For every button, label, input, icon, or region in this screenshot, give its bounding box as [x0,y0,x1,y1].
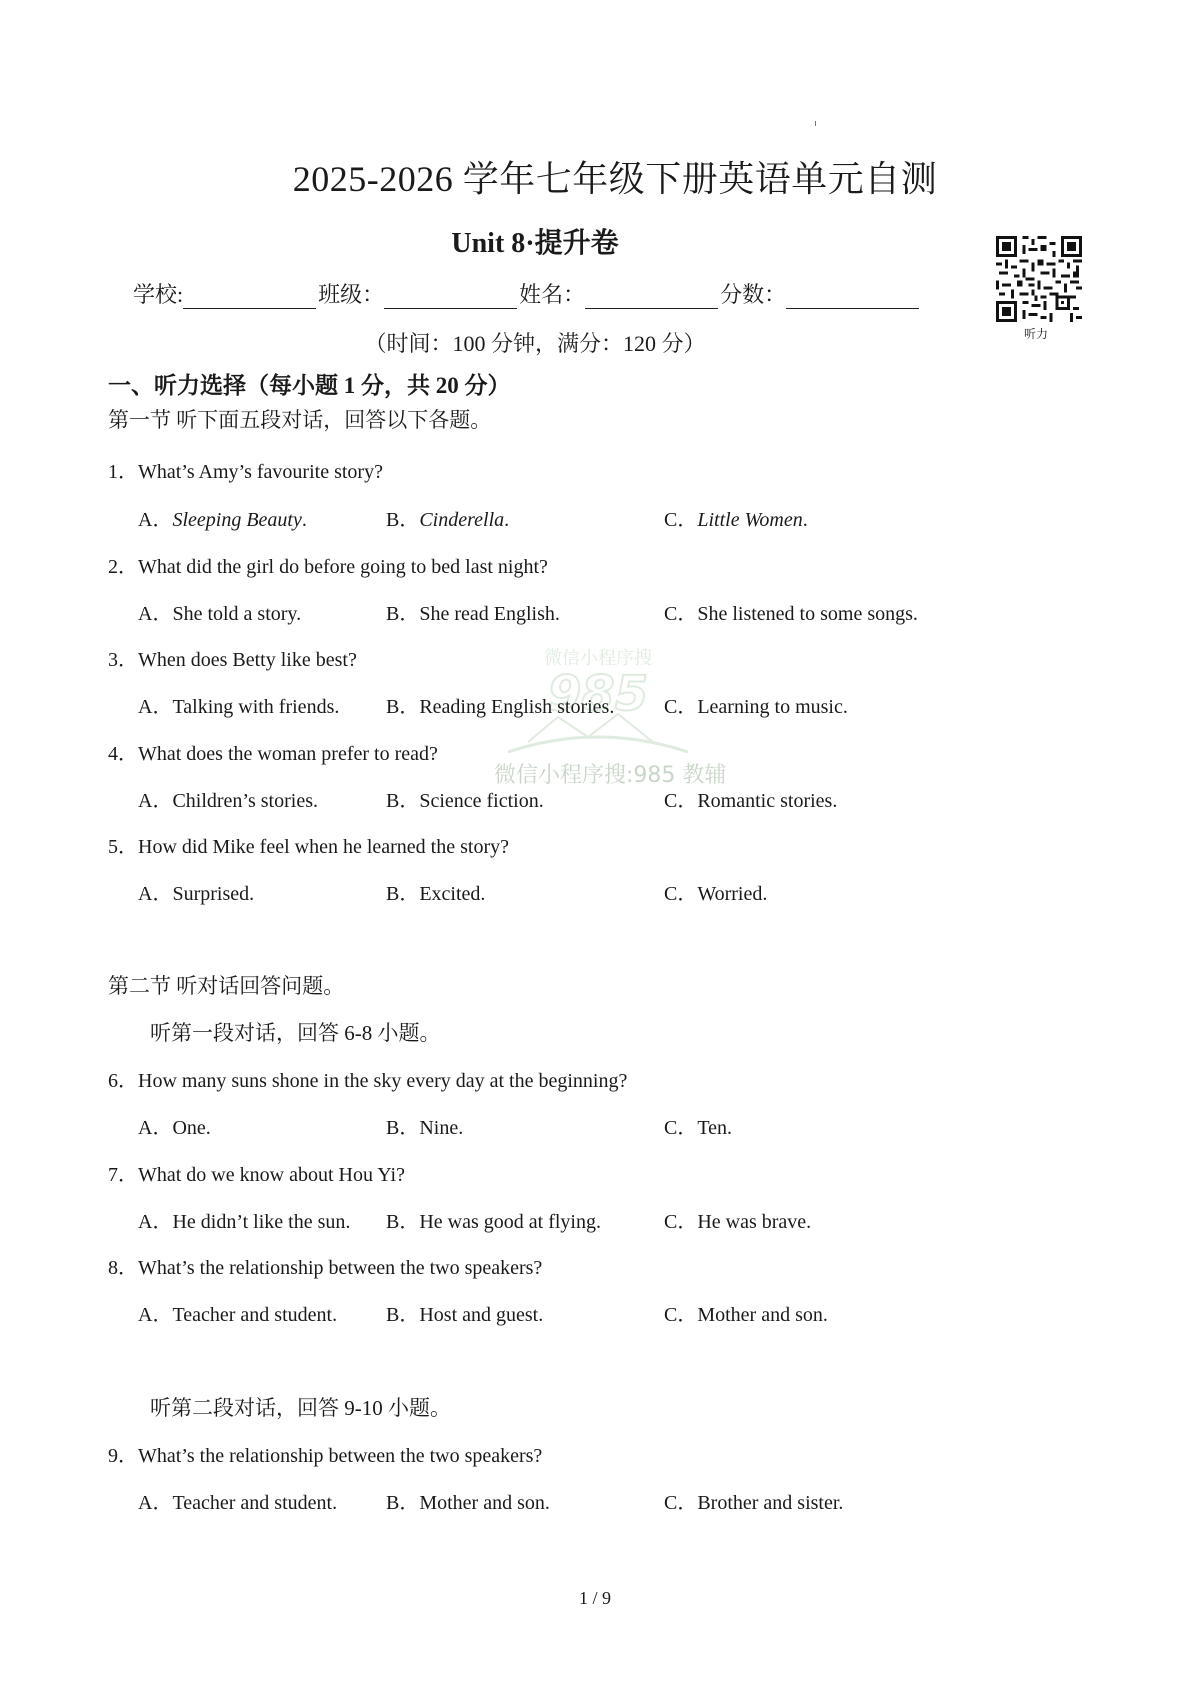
svg-text:微信小程序搜: 微信小程序搜 [544,648,652,669]
q5-option-a[interactable]: A．Surprised. [138,883,255,905]
section-title: 一、听力选择（每小题 1 分，共 20 分） [108,373,511,398]
q6-option-b[interactable]: B．Nine. [386,1117,464,1139]
part1-instruction: 第一节 听下面五段对话，回答以下各题。 [108,408,492,432]
class-field[interactable] [318,278,519,309]
q1-option-b[interactable]: B．Cinderella. [386,509,510,531]
q1-option-c[interactable]: C．Little Women. [664,509,808,531]
q8-option-c[interactable]: C．Mother and son. [664,1304,828,1326]
question-6: 6．How many suns shone in the sky every day at the beginning? [108,1070,628,1092]
score-blank[interactable] [786,282,919,309]
q4-option-c[interactable]: C．Romantic stories. [664,790,838,812]
student-info-row [133,278,921,309]
q6-option-a[interactable]: A．One. [138,1117,211,1139]
q5-option-b[interactable]: B．Excited. [386,883,486,905]
q8-option-a[interactable]: A．Teacher and student. [138,1304,338,1326]
svg-text:985: 985 [547,666,649,722]
question-4: 4．What does the woman prefer to read? [108,743,438,765]
qr-label: 听力 [1024,327,1049,341]
q1-option-a[interactable]: A．Sleeping Beauty. [138,509,307,531]
scan-mark [815,121,816,126]
q5-option-c[interactable]: C．Worried. [664,883,768,905]
q2-option-a[interactable]: A．She told a story. [138,603,302,625]
score-label: 分数： [720,282,787,307]
school-blank[interactable] [183,282,316,309]
q7-option-b[interactable]: B．He was good at flying. [386,1211,601,1233]
q4-option-a[interactable]: A．Children’s stories. [138,790,318,812]
q3-option-a[interactable]: A．Talking with friends. [138,696,340,718]
q6-option-c[interactable]: C．Ten. [664,1117,733,1139]
name-field[interactable] [519,278,720,309]
question-2: 2．What did the girl do before going to bed last night? [108,556,548,578]
page-title: 2025-2026 学年七年级下册英语单元自测 [292,159,938,199]
dialog1-instruction: 听第一段对话，回答 6-8 小题。 [150,1021,441,1045]
school-label: 学校: [133,282,184,307]
watermark-text: 微信小程序搜:985 教辅 [494,763,727,788]
question-7: 7．What do we know about Hou Yi? [108,1164,405,1186]
page-number: 1 / 9 [578,1588,611,1608]
question-1: 1．What’s Amy’s favourite story? [108,461,383,483]
q4-option-b[interactable]: B．Science fiction. [386,790,544,812]
question-9: 9．What’s the relationship between the two speakers? [108,1445,543,1467]
question-5: 5．How did Mike feel when he learned the story? [108,836,509,858]
class-label: 班级： [318,282,385,307]
q9-option-c[interactable]: C．Brother and sister. [664,1492,844,1514]
question-3: 3．When does Betty like best? [108,649,357,671]
dialog2-instruction: 听第二段对话，回答 9-10 小题。 [150,1396,451,1420]
q7-option-a[interactable]: A．He didn’t like the sun. [138,1211,351,1233]
q2-option-b[interactable]: B．She read English. [386,603,560,625]
q2-option-c[interactable]: C．She listened to some songs. [664,603,918,625]
q8-option-b[interactable]: B．Host and guest. [386,1304,544,1326]
time-info: （时间：100 分钟，满分：120 分） [364,331,706,356]
q3-option-c[interactable]: C．Learning to music. [664,696,848,718]
question-8: 8．What’s the relationship between the two speakers? [108,1257,543,1279]
q3-option-b[interactable]: B．Reading English stories. [386,696,615,718]
q9-option-b[interactable]: B．Mother and son. [386,1492,550,1514]
unit-subtitle: Unit 8·提升卷 [451,228,619,259]
qr-code-icon[interactable] [996,236,1082,322]
name-blank[interactable] [585,282,718,309]
name-label: 姓名： [519,282,586,307]
class-blank[interactable] [384,282,517,309]
part2-instruction: 第二节 听对话回答问题。 [108,974,345,998]
school-field[interactable] [133,278,318,309]
score-field[interactable] [720,278,921,309]
q9-option-a[interactable]: A．Teacher and student. [138,1492,338,1514]
q7-option-c[interactable]: C．He was brave. [664,1211,812,1233]
